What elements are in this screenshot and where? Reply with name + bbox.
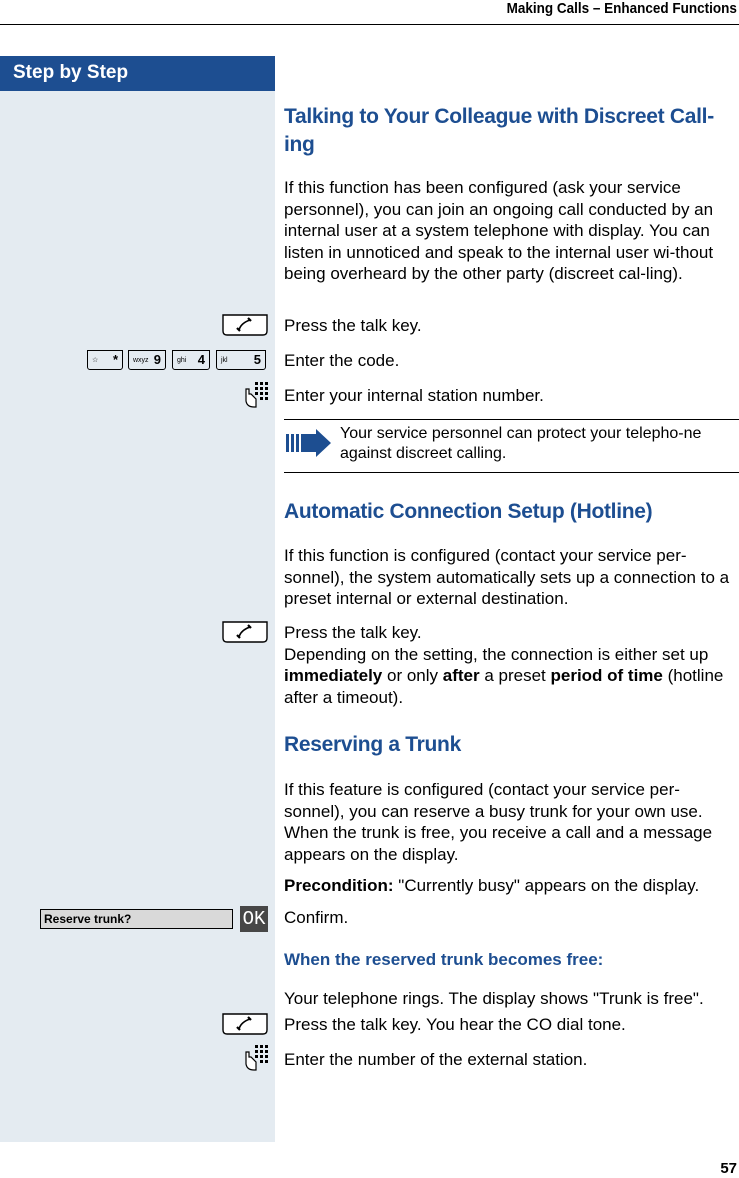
section3-heading: Reserving a Trunk (284, 733, 461, 756)
section3-subheading: When the reserved trunk becomes free: (284, 950, 604, 969)
header-rule (0, 24, 739, 25)
section1-step1: Press the talk key. (284, 316, 422, 335)
rings-text: Your telephone rings. The display shows "Trunk is free". (284, 989, 704, 1008)
key-5: jkl 5 (216, 350, 266, 370)
step-talk-co: Press the talk key. You hear the CO dial tone. (284, 1015, 626, 1034)
step-sidebar (0, 56, 275, 1142)
sidebar-title: Step by Step (13, 62, 129, 83)
ok-key: OK (240, 906, 268, 932)
keypad-hand-icon (244, 381, 268, 409)
section1-body: If this function has been configured (ask your service personnel), you can join an ongoing call conducted by an internal user at a system telephone with display. You can listen in unnoticed and speak to the internal user wi-thout being overheard by the other party (discreet cal-ling). (284, 178, 714, 283)
section1-step3: Enter your internal station number. (284, 386, 544, 405)
section2-body: If this function is configured (contact your service per-sonnel), the system automatically sets up a connection to a preset internal or external destination. (284, 546, 730, 608)
confirm-step: Confirm. (284, 908, 349, 927)
section2-heading: Automatic Connection Setup (Hotline) (284, 500, 653, 523)
talk-key-icon (222, 1013, 268, 1035)
section3-body: If this feature is configured (contact your service per-sonnel), you can reserve a busy trunk for your own use. When the trunk is free, you receive a call and a message appears on the display. (284, 780, 713, 864)
step-enter-external: Enter the number of the external station. (284, 1050, 588, 1069)
talk-key-icon (222, 314, 268, 336)
display-reserve-trunk: Reserve trunk? (40, 909, 233, 929)
star-key-sub-icon: ☆ (92, 357, 99, 364)
section1-heading: Talking to Your Colleague with Discreet Call- ing (284, 105, 714, 156)
page-number: 57 (720, 1160, 737, 1177)
sidebar-header (0, 56, 275, 91)
section1-step2: Enter the code. (284, 351, 400, 370)
keypad-hand-icon (244, 1044, 268, 1072)
note-text: Your service personnel can protect your telepho-ne against discreet calling. (340, 425, 702, 462)
star-key: ☆ * (87, 350, 123, 370)
note-arrow-icon (286, 429, 332, 459)
key-4: ghi 4 (172, 350, 210, 370)
page-header-title: Making Calls – Enhanced Functions (506, 0, 737, 17)
talk-key-icon (222, 621, 268, 643)
section2-step1: Press the talk key. Depending on the setting, the connection is either set up immediately or only after a preset period of time (hotline after a timeout). (284, 623, 724, 707)
precondition: Precondition: "Currently busy" appears on the display. (284, 876, 700, 895)
note-box (284, 419, 739, 473)
key-9: wxyz 9 (128, 350, 166, 370)
